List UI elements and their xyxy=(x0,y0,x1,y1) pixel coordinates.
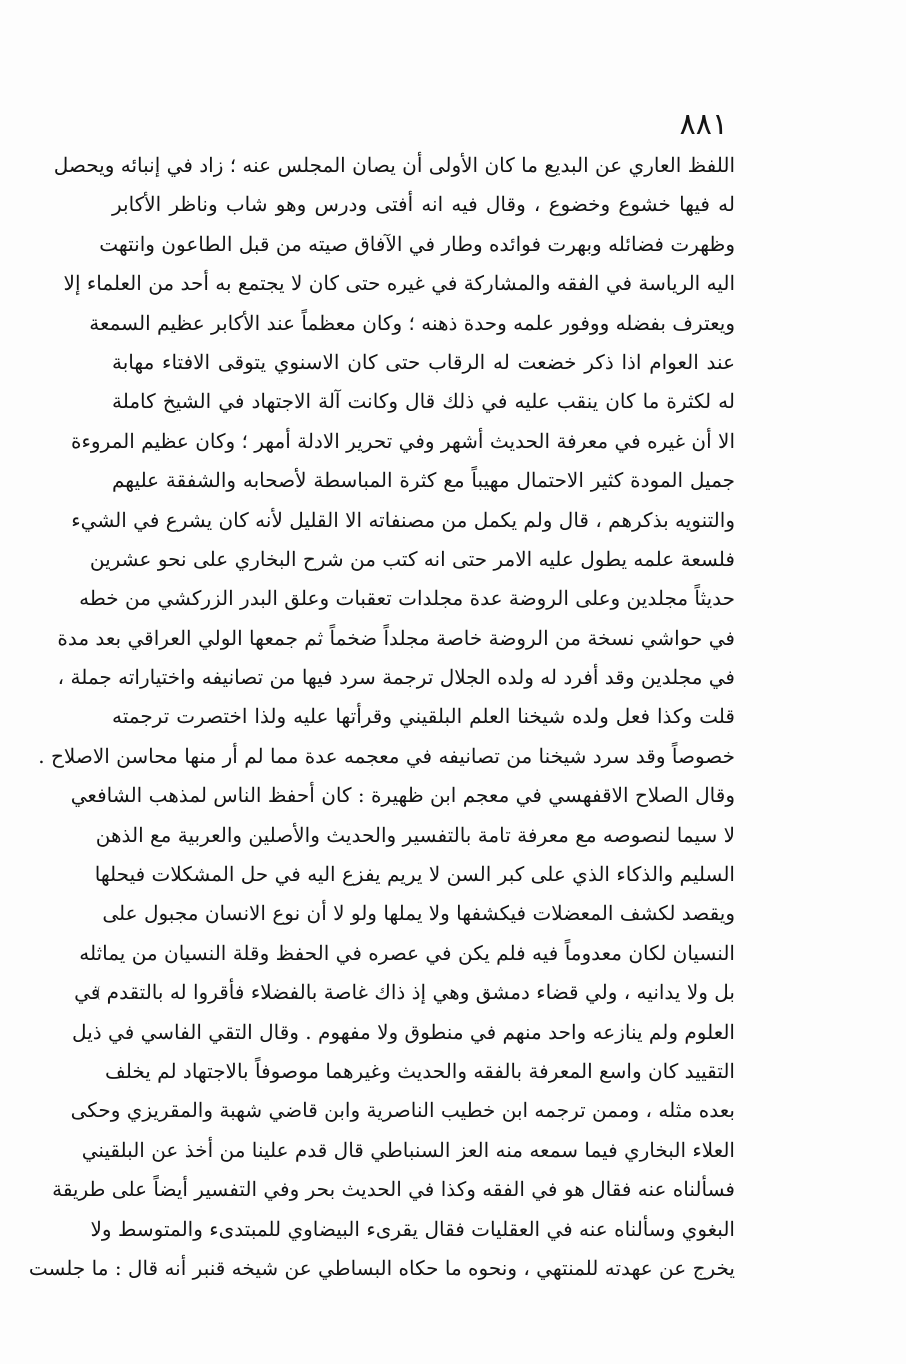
page-number: ٨٨١ xyxy=(679,107,728,142)
text-line: قلت وكذا فعل ولده شيخنا العلم البلقيني وقرأتها عليه ولذا اختصرت ترجمته xyxy=(112,704,735,729)
text-line: جميل المودة كثير الاحتمال مهيباً مع كثرة المباسطة لأصحابه والشفقة عليهم xyxy=(112,468,735,493)
text-line: يخرج عن عهدته للمنتهي ، ونحوه ما حكاه البساطي عن شيخه قنبر أنه قال : ما جلست xyxy=(28,1255,735,1280)
text-line: وقال الصلاح الاقفهسي في معجم ابن ظهيرة : كان أحفظ الناس لمذهب الشافعي xyxy=(70,783,735,808)
text-line: اللفظ العاري عن البديع ما كان الأولى أن يصان المجلس عنه ؛ زاد في إنبائه ويحصل xyxy=(53,153,735,177)
text-line: بل ولا يدانيه ، ولي قضاء دمشق وهي إذ ذاك غاصة بالفضلاء فأقروا له بالتقدم في xyxy=(74,980,735,1005)
text-line: له فيها خشوع وخضوع ، وقال فيه انه أفتى ودرس وهو شاب وناظر الأكابر xyxy=(112,192,735,217)
text-line: له لكثرة ما كان ينقب عليه في ذلك قال وكانت آلة الاجتهاد في الشيخ كاملة xyxy=(112,389,735,414)
text-line: النسيان لكان معدوماً فيه فلم يكن في عصره في الحفظ وقلة النسيان من يماثله xyxy=(79,940,735,965)
text-line: التقييد كان واسع المعرفة بالفقه والحديث وغيرهما موصوفاً بالاجتهاد لم يخلف xyxy=(105,1058,735,1083)
text-line: السليم والذكاء الذي على كبر السن لا يريم يفزع اليه في حل المشكلات فيحلها xyxy=(94,862,735,887)
body-text xyxy=(28,146,735,1288)
text-line: في مجلدين وقد أفرد له ولده الجلال ترجمة سرد فيها من تصانيفه واختياراته جملة ، xyxy=(57,665,735,690)
text-line: والتنويه بذكرهم ، قال ولم يكمل من مصنفاته الا القليل لأنه كان يشرع في الشيء xyxy=(71,507,735,532)
text-line: حديثاً مجلدين وعلى الروضة عدة مجلدات تعقبات وعلق البدر الزركشي من خطه xyxy=(79,586,735,611)
text-line: لا سيما لنصوصه مع معرفة تامة بالتفسير والحديث والأصلين والعربية مع الذهن xyxy=(95,822,735,847)
text-line: العلاء البخاري فيما سمعه منه العز السنباطي قال قدم علينا من أخذ عن البلقيني xyxy=(81,1137,735,1162)
text-line: ويعترف بفضله ووفور علمه وحدة ذهنه ؛ وكان معظماً عند الأكابر عظيم السمعة xyxy=(89,310,735,335)
text-line: العلوم ولم ينازعه واحد منهم في منطوق ولا مفهوم . وقال التقي الفاسي في ذيل xyxy=(72,1019,735,1044)
text-line: وظهرت فضائله وبهرت فوائده وطار في الآفاق صيته من قبل الطاعون وانتهت xyxy=(99,231,735,256)
text-line: في حواشي نسخة من الروضة خاصة مجلداً ضخماً ثم جمعها الولي العراقي بعد مدة xyxy=(57,625,735,650)
text-line: ويقصد لكشف المعضلات فيكشفها ولا يملها ولو لا أن نوع الانسان مجبول على xyxy=(102,901,735,926)
text-line: فسألناه عنه فقال هو في الفقه وكذا في الحديث بحر وفي التفسير أيضاً على طريقة xyxy=(52,1177,735,1202)
text-line: اليه الرياسة في الفقه والمشاركة في غيره حتى كان لا يجتمع به أحد من العلماء إلا xyxy=(63,271,735,296)
text-line: خصوصاً وقد سرد شيخنا من تصانيفه في معجمه عدة مما لم أر منها محاسن الاصلاح . xyxy=(38,743,735,768)
text-line: البغوي وسألناه عنه في العقليات فقال يقرىء البيضاوي للمبتدىء والمتوسط ولا xyxy=(90,1216,735,1241)
margin-mark xyxy=(98,986,103,1000)
text-line: الا أن غيره في معرفة الحديث أشهر وفي تحرير الادلة أمهر ؛ وكان عظيم المروءة xyxy=(71,428,735,453)
text-line: عند العوام اذا ذكر خضعت له الرقاب حتى كان الاسنوي يتوقى الافتاء مهابة xyxy=(112,349,735,374)
text-line: بعده مثله ، وممن ترجمه ابن خطيب الناصرية وابن قاضي شهبة والمقريزي وحكى xyxy=(70,1098,735,1123)
text-line: فلسعة علمه يطول عليه الامر حتى انه كتب من شرح البخاري على نحو عشرين xyxy=(89,546,735,571)
